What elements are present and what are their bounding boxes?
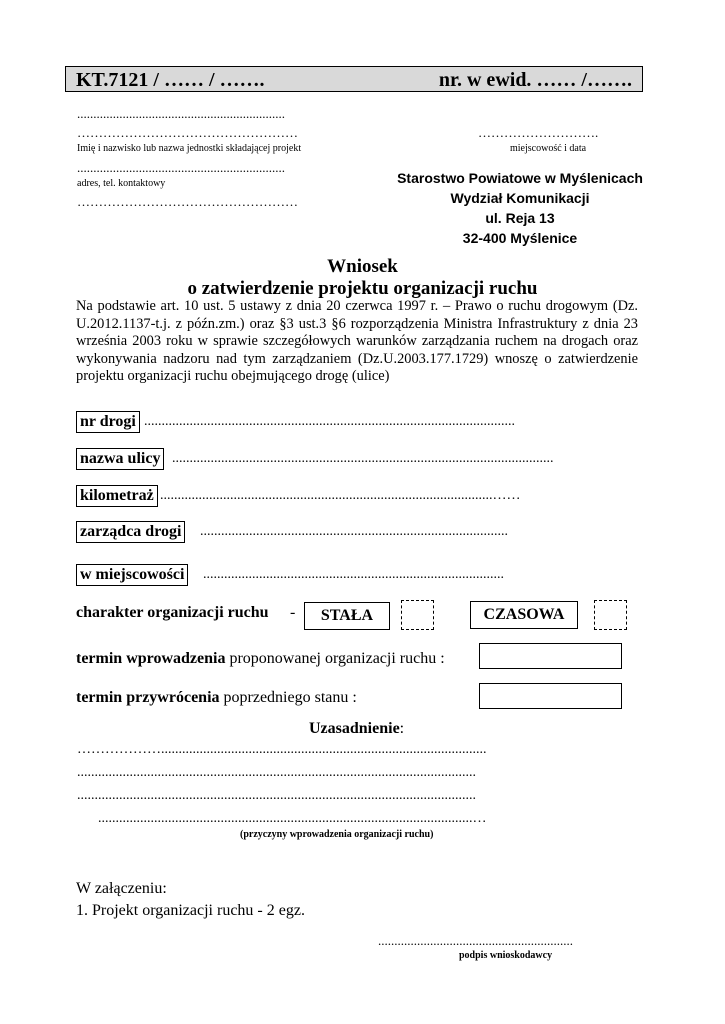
office-department: Wydział Komunikacji <box>450 190 590 206</box>
signature-dots[interactable]: ............................................................ <box>378 933 573 948</box>
road-number-label: nr drogi <box>76 411 140 433</box>
justification-heading-text: Uzasadnienie <box>309 720 400 737</box>
temporary-checkbox[interactable] <box>594 600 627 630</box>
applicant-address-dots-1: ................................................................ <box>77 160 285 175</box>
form-title: Wniosek <box>327 256 398 277</box>
introduction-date-label-rest: proponowanej organizacji ruchu : <box>225 650 445 667</box>
street-name-label: nazwa ulicy <box>76 448 164 470</box>
temporary-option: CZASOWA <box>470 601 578 629</box>
justification-caption: (przyczyny wprowadzenia organizacji ruchu) <box>240 829 434 840</box>
permanent-option: STAŁA <box>304 602 390 630</box>
office-city: 32-400 Myślenice <box>462 230 578 246</box>
restoration-date-input[interactable] <box>479 683 622 709</box>
km-label: kilometraż <box>76 485 158 507</box>
office-address <box>360 168 680 248</box>
locality-label: w miejscowości <box>76 564 188 586</box>
legal-basis-paragraph: Na podstawie art. 10 ust. 5 ustawy z dnia 20 czerwca 1997 r. – Prawo o ruchu drogowym (Dz. U.2012.1137-t.j. z późn.zm.) oraz §3 ust.3 §6 rozporządzenia Ministra Infrastruktury z dnia 23 września 2003 roku w sprawie szczegółowych warunków zarządzania ruchem na drogach oraz wykonywania nadzoru nad tym zarządzaniem (Dz.U.2003.177.1729) wnoszę o zatwierdzenie projektu organizacji ruchu obejmującego drogę (ulice) <box>76 298 638 384</box>
case-header-bar <box>65 66 643 92</box>
restoration-date-label-bold: termin przywrócenia <box>76 689 220 706</box>
form-subtitle: o zatwierdzenie projektu organizacji ruchu <box>187 278 538 299</box>
justification-line-2[interactable]: .................................................................................................................. <box>77 765 476 780</box>
permanent-checkbox[interactable] <box>401 600 434 630</box>
place-date-dots: ………………………. <box>478 125 599 140</box>
applicant-address-dots-2: …………………………………………… <box>77 194 298 209</box>
place-date-caption: miejscowość i data <box>510 143 587 154</box>
attachment-item: 1. Projekt organizacji ruchu - 2 egz. <box>76 902 305 919</box>
restoration-date-label-rest: poprzedniego stanu : <box>219 689 357 706</box>
justification-line-4[interactable]: ...........................................................................................................… <box>98 811 487 826</box>
applicant-address-caption: adres, tel. kontaktowy <box>77 178 166 189</box>
applicant-name-dots-1: ................................................................ <box>77 106 285 121</box>
organization-type-dash: - <box>290 604 296 621</box>
justification-line-3[interactable]: .................................................................................................................. <box>77 788 476 803</box>
introduction-date-label <box>76 650 445 668</box>
attachments-heading: W załączeniu: <box>76 880 167 897</box>
km-field[interactable]: ...............................................................................................…… <box>160 488 521 503</box>
justification-heading-colon: : <box>399 720 405 737</box>
street-name-field[interactable]: ............................................................................................................. <box>172 451 554 466</box>
introduction-date-input[interactable] <box>479 643 622 669</box>
road-manager-label: zarządca drogi <box>76 521 185 543</box>
office-street: ul. Reja 13 <box>485 210 555 226</box>
justification-line-1[interactable]: ………………............................................................................................. <box>77 742 487 757</box>
road-manager-field[interactable]: ........................................................................................ <box>200 524 508 539</box>
applicant-name-dots-2: …………………………………………… <box>77 125 298 140</box>
organization-type-label: charakter organizacji ruchu <box>76 604 269 621</box>
restoration-date-label <box>76 689 357 707</box>
signature-caption: podpis wnioskodawcy <box>459 950 553 961</box>
applicant-name-caption: Imię i nazwisko lub nazwa jednostki składającej projekt <box>77 143 302 154</box>
road-number-field[interactable]: .......................................................................................................... <box>144 414 515 429</box>
introduction-date-label-bold: termin wprowadzenia <box>76 650 226 667</box>
office-name: Starostwo Powiatowe w Myślenicach <box>397 170 643 186</box>
case-number: KT.7121 / …… / ……. <box>76 69 265 91</box>
registry-number: nr. w ewid. …… /……. <box>438 69 632 91</box>
justification-heading <box>309 720 404 738</box>
locality-field[interactable]: ...................................................................................... <box>203 567 504 582</box>
